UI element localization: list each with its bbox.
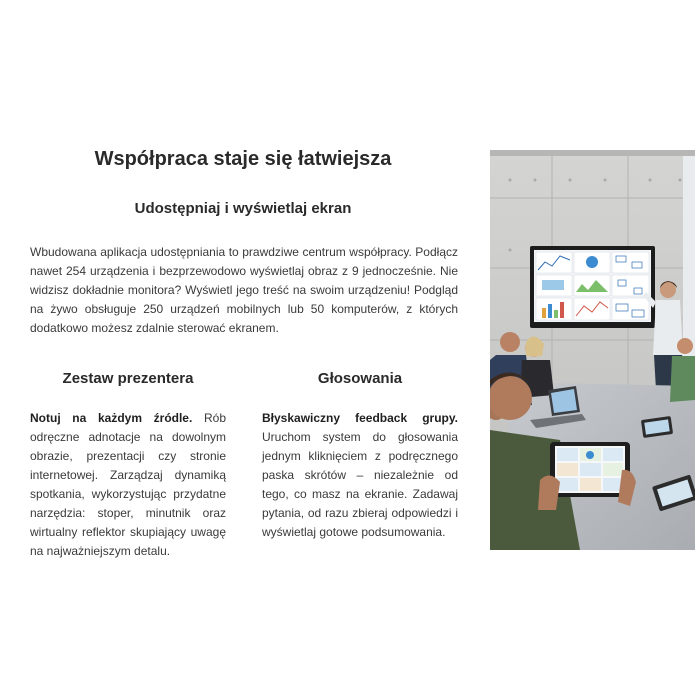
voting-lead: Błyskawiczny feedback grupy. xyxy=(262,411,458,425)
meeting-illustration xyxy=(490,150,695,550)
voting-paragraph xyxy=(262,409,458,542)
presenter-lead: Notuj na każdym źródle. xyxy=(30,411,193,425)
presenter-paragraph xyxy=(30,409,226,561)
presenter-text: Rób odręczne adnotacje na dowolnym obrazie, prezentacji czy stronie internetowej. Zarządzaj dynamiką spotkania, wykorzystując przydatne narzędzia: stoper, minutnik oraz wirtualny reflektor skupiający uwagę na najważniejszym detalu. xyxy=(30,411,226,558)
window xyxy=(683,150,695,390)
page-title: Współpraca staje się łatwiejsza xyxy=(94,148,392,170)
display-tiles xyxy=(536,252,649,320)
presenter-title: Zestaw prezentera xyxy=(62,370,194,387)
meeting-photo xyxy=(490,150,695,550)
intro-paragraph: Wbudowana aplikacja udostępniania to prawdziwe centrum współpracy. Podłącz nawet 254 urządzenia i bezprzewodowo wyświetlaj obraz z 9 jednocześnie. Nie widzisz dokładnie monitora? Wyświetl jego treść na swoim urządzeniu! Podgląd na żywo obsługuje 250 urządzeń mobilnych lub 50 komputerów, z których dodatkowo możesz zdalnie sterować ekranem. xyxy=(30,245,458,335)
voting-title: Głosowania xyxy=(317,370,403,387)
section-subtitle: Udostępniaj i wyświetlaj ekran xyxy=(134,200,352,217)
voting-text: Uruchom system do głosowania jednym kliknięciem z podręcznego paska skrótów – niezależnie od tego, co masz na ekranie. Zadawaj pytania, od razu zbieraj odpowiedzi i wyświetlaj gotowe podsumowania. xyxy=(262,430,458,539)
ceiling xyxy=(490,150,695,156)
